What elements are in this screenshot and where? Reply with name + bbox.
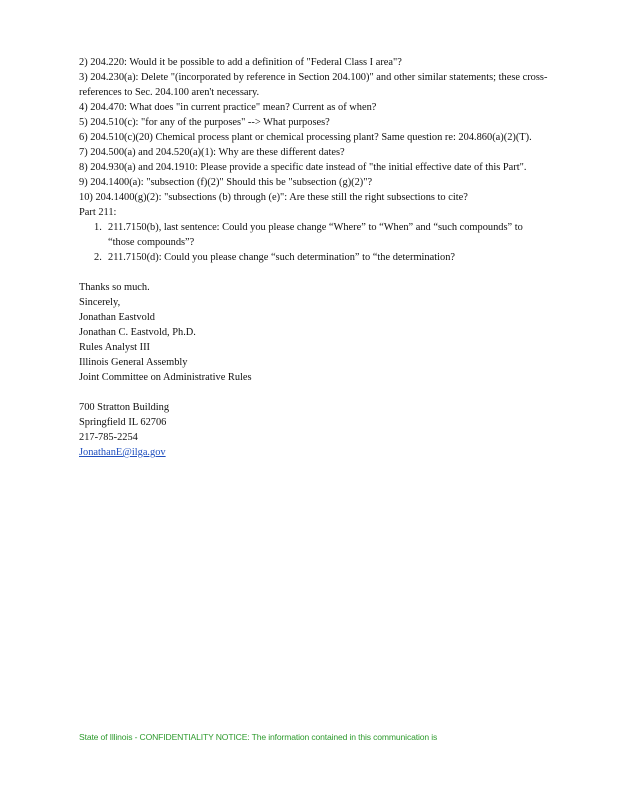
contact-block bbox=[79, 400, 549, 460]
email-body bbox=[79, 55, 549, 475]
closing-line: Sincerely, bbox=[79, 297, 121, 308]
signature-title: Rules Analyst III bbox=[79, 342, 150, 353]
signature-full-name: Jonathan C. Eastvold, Ph.D. bbox=[79, 327, 196, 338]
address-line-2: Springfield IL 62706 bbox=[79, 417, 167, 428]
question-5: 5) 204.510(c): "for any of the purposes" --> What purposes? bbox=[79, 117, 330, 128]
signature-name: Jonathan Eastvold bbox=[79, 312, 155, 323]
part-211-list bbox=[79, 220, 549, 265]
question-7: 7) 204.500(a) and 204.520(a)(1): Why are these different dates? bbox=[79, 147, 345, 158]
list-item bbox=[79, 220, 549, 250]
signature-committee: Joint Committee on Administrative Rules bbox=[79, 372, 252, 383]
question-6: 6) 204.510(c)(20) Chemical process plant or chemical processing plant? Same question re: 204.860(a)(2)(T). bbox=[79, 132, 532, 143]
list-item-text: 211.7150(b), last sentence: Could you please change “Where” to “When” and “such compounds” to “those compounds”? bbox=[108, 222, 523, 248]
question-9: 9) 204.1400(a): "subsection (f)(2)" Should this be "subsection (g)(2)"? bbox=[79, 177, 373, 188]
question-2: 2) 204.220: Would it be possible to add a definition of "Federal Class I area"? bbox=[79, 57, 402, 68]
phone-number: 217-785-2254 bbox=[79, 432, 138, 443]
signature-block bbox=[79, 325, 549, 385]
part-heading: Part 211: bbox=[79, 207, 117, 218]
thanks-line: Thanks so much. bbox=[79, 282, 150, 293]
list-item bbox=[79, 250, 549, 265]
question-3: 3) 204.230(a): Delete "(incorporated by reference in Section 204.100)" and other similar statements; these cross-references to Sec. 204.100 aren't necessary. bbox=[79, 72, 548, 98]
list-item-number: 2. bbox=[94, 252, 102, 263]
confidentiality-footer: State of Illinois - CONFIDENTIALITY NOTICE: The information contained in this communication is bbox=[79, 732, 438, 742]
list-item-text: 211.7150(d): Could you please change “such determination” to “the determination? bbox=[108, 252, 456, 263]
question-8: 8) 204.930(a) and 204.1910: Please provide a specific date instead of "the initial effective date of this Part". bbox=[79, 162, 527, 173]
email-link[interactable]: JonathanE@ilga.gov bbox=[79, 447, 166, 458]
list-item-number: 1. bbox=[94, 222, 102, 233]
question-10: 10) 204.1400(g)(2): "subsections (b) through (e)": Are these still the right subsections to cite? bbox=[79, 192, 468, 203]
question-4: 4) 204.470: What does "in current practice" mean? Current as of when? bbox=[79, 102, 377, 113]
signature-organization: Illinois General Assembly bbox=[79, 357, 188, 368]
address-line-1: 700 Stratton Building bbox=[79, 402, 170, 413]
